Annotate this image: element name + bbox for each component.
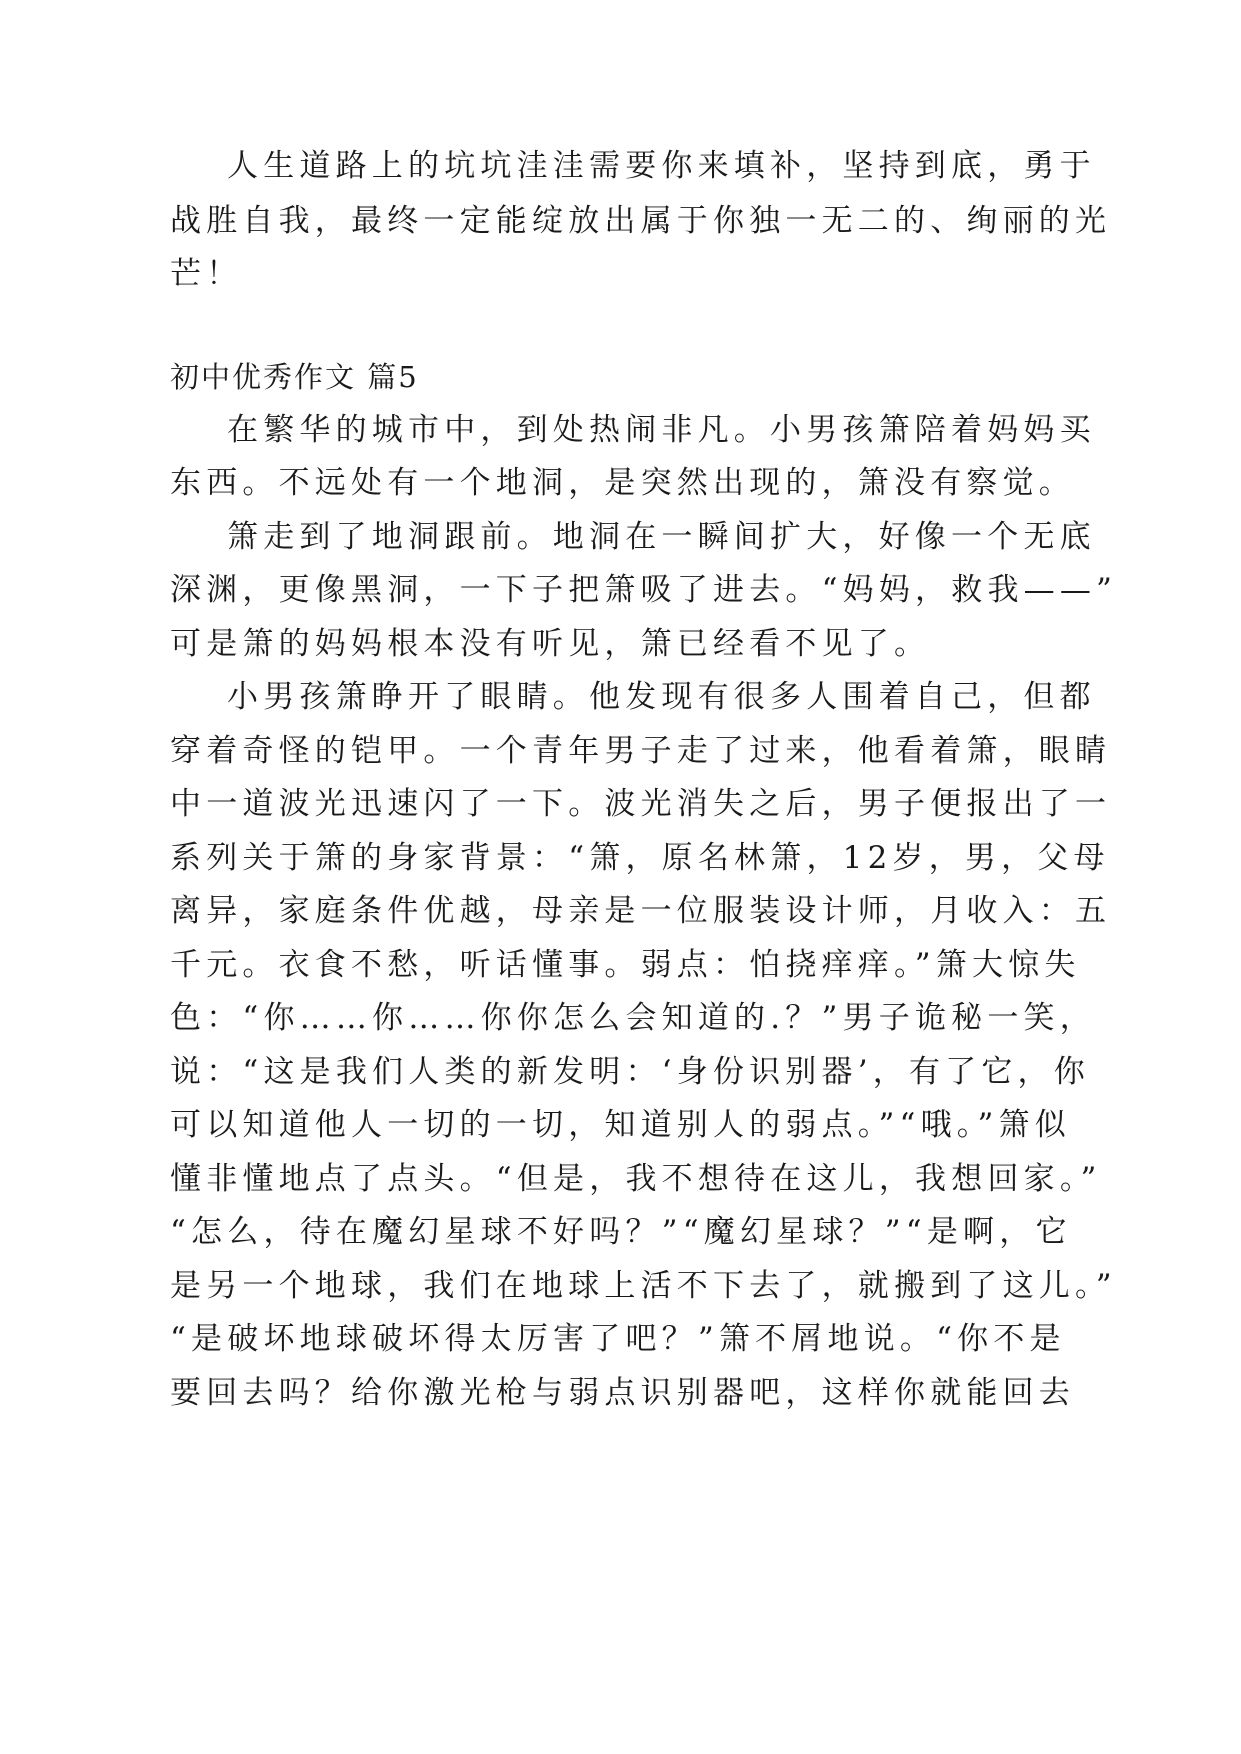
paragraph-4-line-14: 要回去吗？给你激光枪与弱点识别器吧，这样你就能回去 — [170, 1375, 1075, 1411]
paragraph-4-line-9: 可以知道他人一切的一切，知道别人的弱点。”“哦。”箫似 — [170, 1107, 1071, 1143]
section-heading: 初中优秀作文 篇5 — [170, 360, 419, 394]
paragraph-4-line-5: 离异，家庭条件优越，母亲是一位服装设计师，月收入：五 — [170, 893, 1112, 929]
paragraph-3-line-2: 深渊，更像黑洞，一下子把箫吸了进去。“妈妈，救我——” — [170, 572, 1118, 608]
paragraph-4-line-13: “是破坏地球破坏得太厉害了吧？”箫不屑地说。“你不是 — [170, 1321, 1066, 1357]
paragraph-4-line-1: 小男孩箫睁开了眼睛。他发现有很多人围着自己，但都 — [227, 679, 1096, 715]
paragraph-4-line-7: 色：“你……你……你你怎么会知道的.？”男子诡秘一笑， — [170, 1000, 1096, 1036]
paragraph-2-line-2: 东西。不远处有一个地洞，是突然出现的，箫没有察觉。 — [170, 465, 1075, 501]
paragraph-3-line-1: 箫走到了地洞跟前。地洞在一瞬间扩大，好像一个无底 — [227, 519, 1096, 555]
paragraph-4-line-10: 懂非懂地点了点头。“但是，我不想待在这儿，我想回家。” — [170, 1161, 1102, 1197]
paragraph-4-line-2: 穿着奇怪的铠甲。一个青年男子走了过来，他看着箫，眼睛 — [170, 733, 1112, 769]
paragraph-3-line-3: 可是箫的妈妈根本没有听见，箫已经看不见了。 — [170, 626, 931, 662]
paragraph-4-line-3: 中一道波光迅速闪了一下。波光消失之后，男子便报出了一 — [170, 786, 1112, 822]
paragraph-1-line-2: 战胜自我，最终一定能绽放出属于你独一无二的、绚丽的光 — [170, 203, 1112, 239]
paragraph-2-line-1: 在繁华的城市中，到处热闹非凡。小男孩箫陪着妈妈买 — [227, 412, 1096, 448]
paragraph-4-line-4: 系列关于箫的身家背景：“箫，原名林箫，12岁，男，父母 — [170, 840, 1110, 876]
paragraph-4-line-12: 是另一个地球，我们在地球上活不下去了，就搬到了这儿。” — [170, 1268, 1117, 1304]
paragraph-4-line-6: 千元。衣食不愁，听话懂事。弱点：怕挠痒痒。”箫大惊失 — [170, 947, 1081, 983]
paragraph-1-line-1: 人生道路上的坑坑洼洼需要你来填补，坚持到底，勇于 — [227, 148, 1096, 184]
paragraph-1-line-3: 芒！ — [170, 256, 243, 292]
paragraph-4-line-11: “怎么，待在魔幻星球不好吗？”“魔幻星球？”“是啊，它 — [170, 1214, 1072, 1250]
paragraph-4-line-8: 说：“这是我们人类的新发明：‘身份识别器’，有了它，你 — [170, 1054, 1090, 1090]
